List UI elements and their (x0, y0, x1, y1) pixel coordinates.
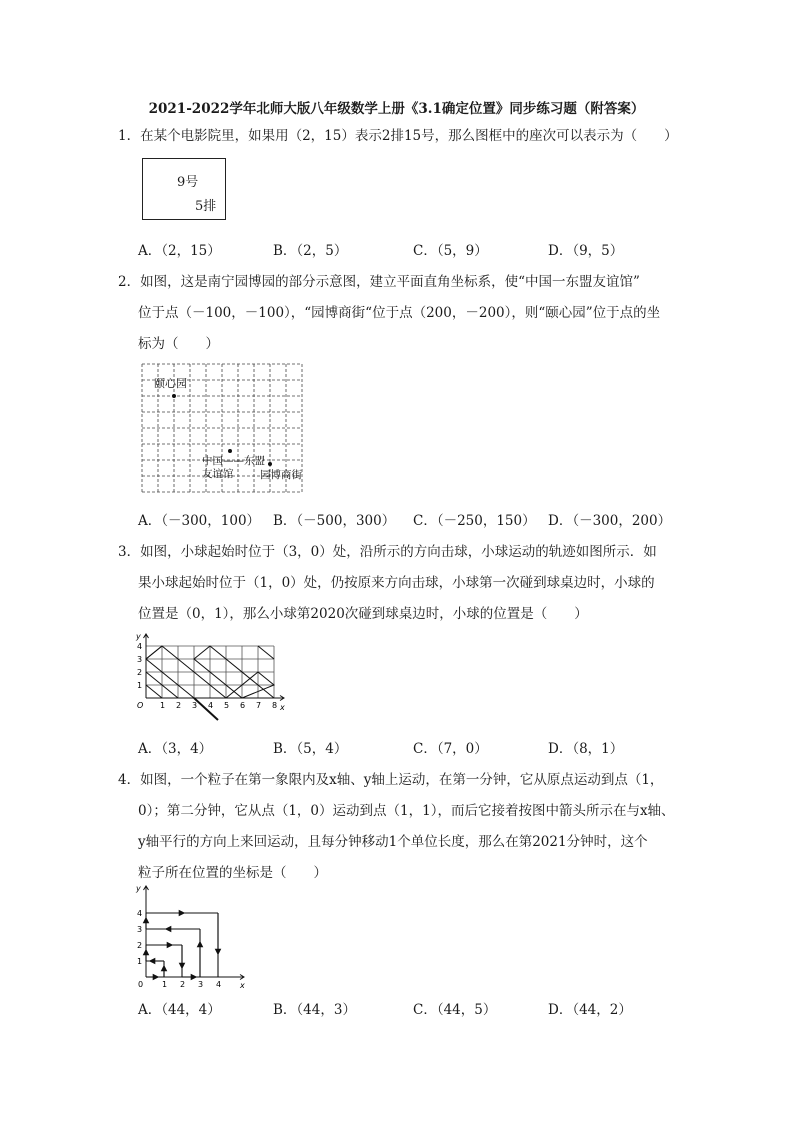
x-tick-4: 4 (208, 701, 214, 710)
q1-option-c: C．（5，9） (413, 243, 488, 259)
particle-path-figure (132, 882, 257, 994)
question-2-text-line-2: 位于点（－100，－100），“园博商街“位于点（200，－200），则“颐心园”位于点的坐 (138, 305, 661, 321)
q3-option-a: A．（3，4） (138, 741, 213, 757)
q1-option-d: D．（9，5） (548, 243, 624, 259)
axes (144, 634, 285, 701)
q3-option-d: D．（8，1） (548, 741, 624, 757)
question-3-text-line-2: 果小球起始时位于（1，0）处，仍按原来方向击球，小球第一次碰到球桌边时，小球的 (138, 575, 655, 591)
y-tick-2: 2 (137, 941, 143, 950)
q2-option-d: D．（－300，200） (548, 513, 672, 529)
china-asean-label-2: 友谊馆 (202, 468, 234, 480)
q1-option-b: B．（2，5） (273, 243, 348, 259)
q4-option-b: B．（44，3） (273, 1002, 356, 1018)
x-tick-4: 4 (216, 980, 222, 989)
x-tick-8: 8 (272, 701, 278, 710)
q4-option-a: A．（44，4） (138, 1002, 221, 1018)
y-tick-1: 1 (137, 957, 143, 966)
billiard-table-figure (132, 630, 297, 728)
seat-frame-figure (142, 158, 226, 220)
y-tick-1: 1 (137, 681, 143, 690)
y-tick-4: 4 (137, 909, 143, 918)
x-tick-5: 5 (224, 701, 230, 710)
y-tick-2: 2 (137, 668, 143, 677)
question-4-text-line-3: y轴平行的方向上来回运动，且每分钟移动1个单位长度，那么在第2021分钟时，这个 (138, 834, 648, 850)
axes (144, 886, 245, 980)
x-tick-3: 3 (192, 701, 198, 710)
y-tick-3: 3 (137, 655, 143, 664)
x-tick-1: 1 (162, 980, 168, 989)
park-map-figure (140, 360, 305, 498)
origin-label: 0 (138, 980, 144, 989)
y-tick-4: 4 (137, 642, 143, 651)
x-axis-label: x (240, 981, 245, 990)
y-tick-3: 3 (137, 925, 143, 934)
q2-option-a: A．（－300，100） (138, 513, 261, 529)
particle-path (146, 913, 218, 977)
x-axis-label: x (280, 703, 285, 712)
question-2-text-line-1: 2．如图，这是南宁园博园的部分示意图，建立平面直角坐标系，使“中国一东盟友谊馆” (118, 274, 640, 290)
x-tick-6: 6 (240, 701, 246, 710)
row-number-label: 5排 (195, 199, 217, 214)
yixin-garden-point (172, 394, 176, 398)
q1-option-a: A．（2，15） (138, 243, 221, 259)
china-asean-hall-point (228, 449, 232, 453)
question-1-text: 1．在某个电影院里，如果用（2，15）表示2排15号，那么图框中的座次可以表示为（ ） (118, 128, 678, 144)
question-3-text-line-3: 位置是（0，1），那么小球第2020次碰到球桌边时，小球的位置是（ ） (138, 606, 588, 622)
x-tick-2: 2 (176, 701, 182, 710)
y-axis-label: y (136, 632, 141, 641)
yixin-garden-label: 颐心园 (154, 377, 187, 390)
question-4-text-line-4: 粒子所在位置的坐标是（ ） (138, 865, 327, 881)
x-tick-3: 3 (198, 980, 204, 989)
q4-option-d: D．（44，2） (548, 1002, 632, 1018)
question-4-text-line-1: 4．如图，一个粒子在第一象限内及x轴、y轴上运动，在第一分钟，它从原点运动到点（1， (118, 772, 664, 788)
x-tick-1: 1 (160, 701, 166, 710)
x-tick-2: 2 (180, 980, 186, 989)
china-asean-label-1: 中国——东盟 (202, 455, 265, 467)
q2-option-b: B．（－500，300） (273, 513, 396, 529)
q3-option-b: B．（5，4） (273, 741, 348, 757)
seat-number-label: 9号 (177, 175, 199, 190)
expo-street-label: 园博商街 (260, 469, 302, 481)
q4-option-c: C．（44，5） (413, 1002, 497, 1018)
question-4-text-line-2: 0）；第二分钟，它从点（1，0）运动到点（1，1），而后它接着按图中箭头所示在与x轴、 (138, 803, 675, 819)
q2-option-c: C．（－250，150） (413, 513, 536, 529)
q3-option-c: C．（7，0） (413, 741, 488, 757)
question-2-text-line-3: 标为（ ） (138, 336, 219, 352)
document-title: 2021-2022学年北师大版八年级数学上册《3.1确定位置》同步练习题（附答案） (148, 101, 645, 117)
origin-label: O (137, 701, 144, 710)
expo-street-point (268, 462, 272, 466)
x-tick-7: 7 (256, 701, 262, 710)
y-axis-label: y (136, 884, 141, 893)
question-3-text-line-1: 3．如图，小球起始时位于（3，0）处，沿所示的方向击球，小球运动的轨迹如图所示．如 (118, 544, 657, 560)
